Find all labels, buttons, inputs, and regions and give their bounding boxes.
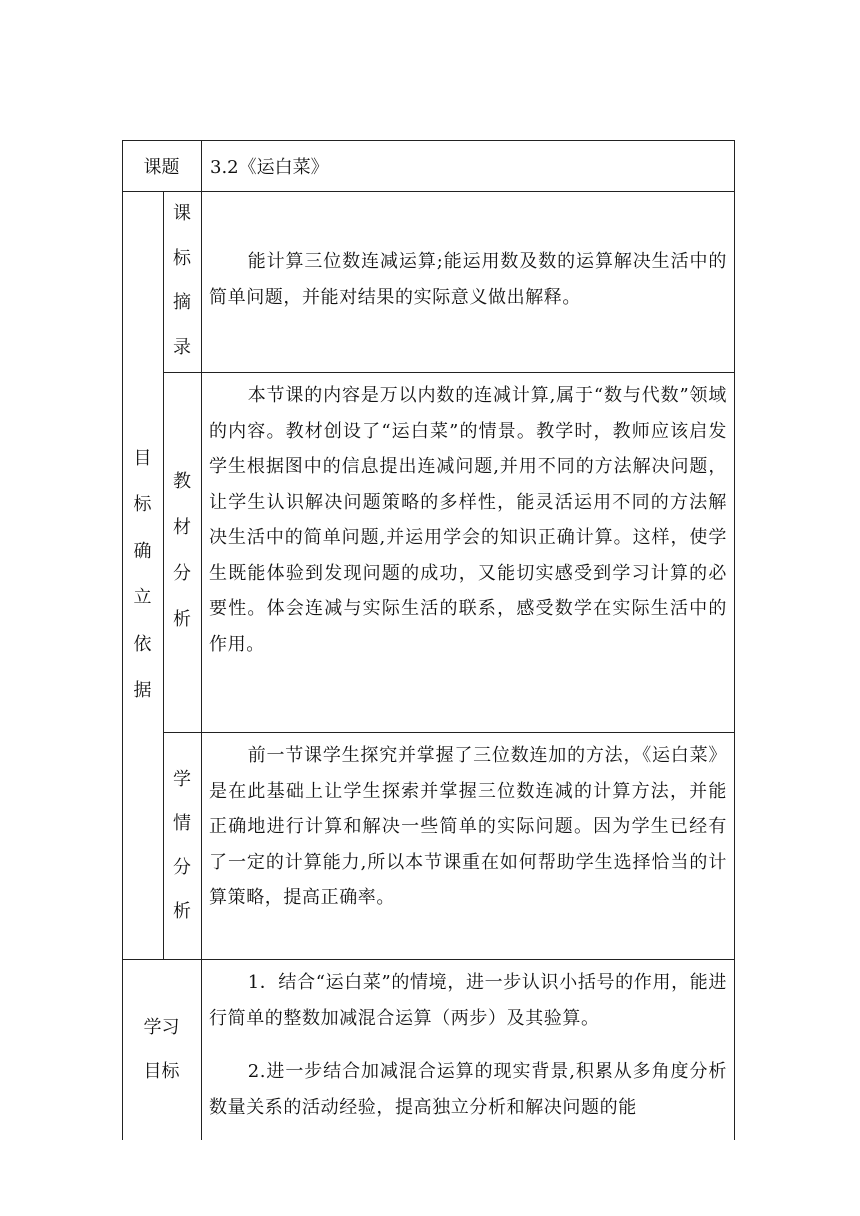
row-label-char: 析: [173, 609, 191, 630]
topic-label: 课题: [143, 156, 180, 178]
objective-item: 2.进一步结合加减混合运算的现实背景,积累从多角度分析数量关系的活动经验，提高独立分析和解决问题的能: [209, 1061, 727, 1118]
row-divider: [122, 191, 735, 192]
group-label-char: 立: [133, 587, 152, 609]
row-label-student: [163, 771, 201, 921]
textbook-analysis-text: 本节课的内容是万以内数的连减计算,属于“数与代数”领域的内容。教材创设了“运白菜”的情景。教学时，教师应该启发学生根据图中的信息提出连减问题,并用不同的方法解决问题，让学生认识解决问题策略的多样性，能灵活运用不同的方法解决生活中的简单问题,并运用学会的知识正确计算。这样，使学生既能体验到发现问题的成功，又能切实感受到学习计算的必要性。体会连减与实际生活的联系，感受数学在实际生活中的作用。: [209, 385, 727, 655]
row-label-char: 课: [173, 203, 191, 224]
objectives-label-line: 学习: [143, 1017, 180, 1038]
row-divider: [163, 372, 735, 373]
row-divider: [163, 732, 735, 733]
row-label-char: 摘: [173, 292, 191, 314]
row-label-char: 标: [173, 247, 191, 269]
objectives-label-line: 目标: [143, 1061, 180, 1082]
row-label-char: 分: [173, 857, 191, 878]
column-divider: [201, 140, 202, 1140]
row-label-char: 材: [173, 517, 191, 538]
group-label-char: 目: [133, 448, 152, 469]
objective-item: 1．结合“运白菜”的情境，进一步认识小括号的作用，能进行简单的整数加减混合运算（两步）及其验算。: [209, 972, 727, 1029]
group-label-char: 依: [133, 633, 152, 655]
row-label-char: 教: [173, 471, 191, 492]
row-label-textbook: [163, 473, 201, 629]
row-label-char: 析: [173, 901, 191, 922]
row-label-standards: [163, 205, 201, 357]
student-analysis-text: 前一节课学生探究并掌握了三位数连加的方法，《运白菜》是在此基础上让学生探索并掌握三位数连减的计算方法，并能正确地进行计算和解决一些简单的实际问题。因为学生已经有了一定的计算能力,所以本节课重在如何帮助学生选择恰当的计算策略，提高正确率。: [209, 745, 727, 908]
topic-value: 3.2《运白菜》: [210, 156, 329, 178]
group-label: [122, 450, 163, 700]
row-label-char: 情: [173, 813, 191, 834]
row-divider: [122, 959, 735, 960]
row-label-char: 录: [173, 336, 191, 358]
row-label-char: 分: [173, 563, 191, 584]
group-label-char: 据: [133, 679, 152, 701]
row-label-char: 学: [173, 769, 191, 790]
standards-text: 能计算三位数连减运算;能运用数及数的运算解决生活中的简单问题，并能对结果的实际意义做出解释。: [209, 251, 727, 308]
group-label-char: 确: [133, 540, 152, 562]
group-label-char: 标: [133, 494, 152, 516]
objectives-label: [122, 1010, 201, 1090]
